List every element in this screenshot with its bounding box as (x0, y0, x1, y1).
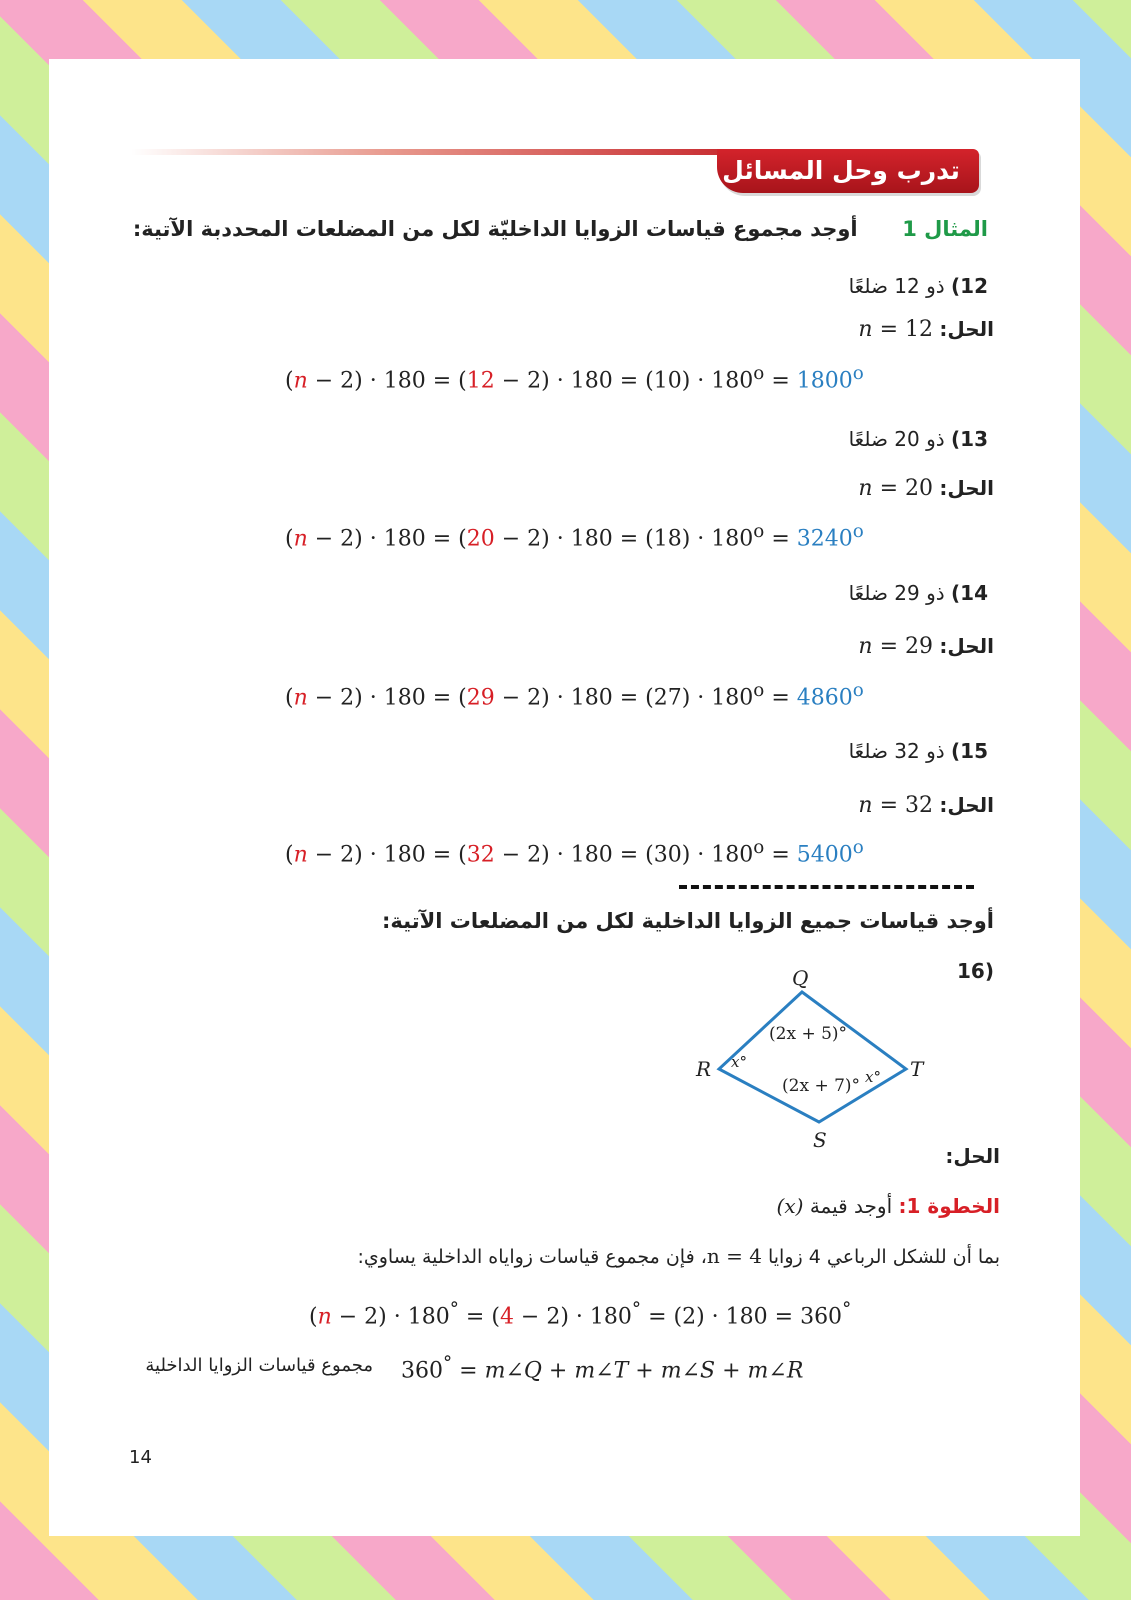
step1-label: الخطوة 1: (898, 1194, 1000, 1218)
equation-note: مجموع قياسات الزوايا الداخلية (145, 1355, 373, 1376)
problem-text: ذو 32 ضلعًا (848, 739, 945, 763)
reason-n: n = 4 (706, 1244, 762, 1268)
example-line (133, 217, 988, 241)
angle-t-label: x° (865, 1068, 881, 1086)
page (49, 59, 1080, 1536)
section-title: تدرب وحل المسائل (722, 156, 960, 185)
solution-label: الحل: (939, 476, 994, 500)
result: 5400 (796, 842, 853, 868)
problem-number: 12) (951, 274, 988, 298)
equation-13: $(n - 2) \cdot 180 = (20 - 2) \cdot 180 = (18) \cdot 180^o = 3240^o$ (285, 521, 864, 552)
problem-number: 15) (951, 739, 988, 763)
n-sub: 32 (466, 842, 495, 868)
solution-label: الحل: (939, 634, 994, 658)
problem-number: 14) (951, 581, 988, 605)
solution-15: الحل: n = 32 (858, 793, 994, 818)
vertex-q-label: Q (792, 966, 809, 990)
step1-line (777, 1194, 1000, 1218)
step1-text: أوجد قيمة (809, 1194, 893, 1218)
example-label: المثال 1 (902, 217, 988, 241)
equation-12: $(n - 2) \cdot 180 = (12 - 2) \cdot 180 = (10) \cdot 180^o = 1800^o$ (285, 363, 864, 394)
solution-14: الحل: n = 29 (858, 634, 994, 659)
quadrilateral-figure (679, 964, 939, 1154)
solution-12: الحل: n = 12 (858, 317, 994, 342)
problem-text: ذو 29 ضلعًا (848, 581, 945, 605)
section-divider (679, 885, 974, 889)
angle-r-label: x° (731, 1053, 747, 1071)
problem-13 (849, 427, 988, 451)
n-sub: 20 (466, 526, 495, 552)
angle-s-label: (2x + 7)° (782, 1076, 861, 1096)
equation-14: $(n - 2) \cdot 180 = (29 - 2) \cdot 180 = (27) \cdot 180^o = 4860^o$ (285, 680, 864, 711)
result: 4860 (796, 685, 853, 711)
n-sub: 12 (466, 368, 495, 394)
vertex-s-label: S (813, 1128, 827, 1152)
solution-13: الحل: n = 20 (858, 476, 994, 501)
solution-label: الحل: (939, 793, 994, 817)
reason-line: بما أن للشكل الرباعي 4 زوايا n = 4، فإن مجموع قياسات زواياه الداخلية يساوي: (357, 1244, 1000, 1268)
problem-14 (849, 581, 988, 605)
n-value: 29 (905, 634, 933, 659)
problem-16-number: (16 (957, 959, 994, 983)
page-number: 14 (129, 1447, 152, 1468)
problem-text: ذو 20 ضلعًا (848, 427, 945, 451)
equation-16a: (n − 2) · 180° = (4 − 2) · 180° = (2) · 180 = 360° (309, 1299, 852, 1330)
header-rule (131, 149, 771, 155)
equation-15: $(n - 2) \cdot 180 = (32 - 2) \cdot 180 = (30) \cdot 180^o = 5400^o$ (285, 837, 864, 868)
equation-16b: 360° = m∠Q + m∠T + m∠S + m∠R (401, 1353, 804, 1384)
n-value: 32 (905, 793, 933, 818)
vertex-r-label: R (696, 1057, 712, 1081)
problem-15 (849, 739, 988, 763)
quadrilateral-shape (719, 992, 906, 1122)
solution-label-16: الحل: (945, 1144, 1000, 1168)
result: 3240 (796, 526, 853, 552)
n-sub: 29 (466, 685, 495, 711)
n-value: 20 (905, 476, 933, 501)
vertex-t-label: T (910, 1057, 924, 1081)
n-value: 12 (905, 317, 933, 342)
result: 1800 (796, 368, 853, 394)
section2-instruction: أوجد قياسات جميع الزوايا الداخلية لكل من المضلعات الآتية: (381, 909, 994, 933)
example-text: أوجد مجموع قياسات الزوايا الداخليّة لكل من المضلعات المحددبة الآتية: (132, 217, 858, 241)
step1-var: (x) (776, 1194, 804, 1218)
problem-12 (849, 274, 988, 298)
angle-q-label: (2x + 5)° (769, 1024, 848, 1044)
solution-label: الحل: (939, 317, 994, 341)
problem-text: ذو 12 ضلعًا (848, 274, 945, 298)
problem-number: 13) (951, 427, 988, 451)
